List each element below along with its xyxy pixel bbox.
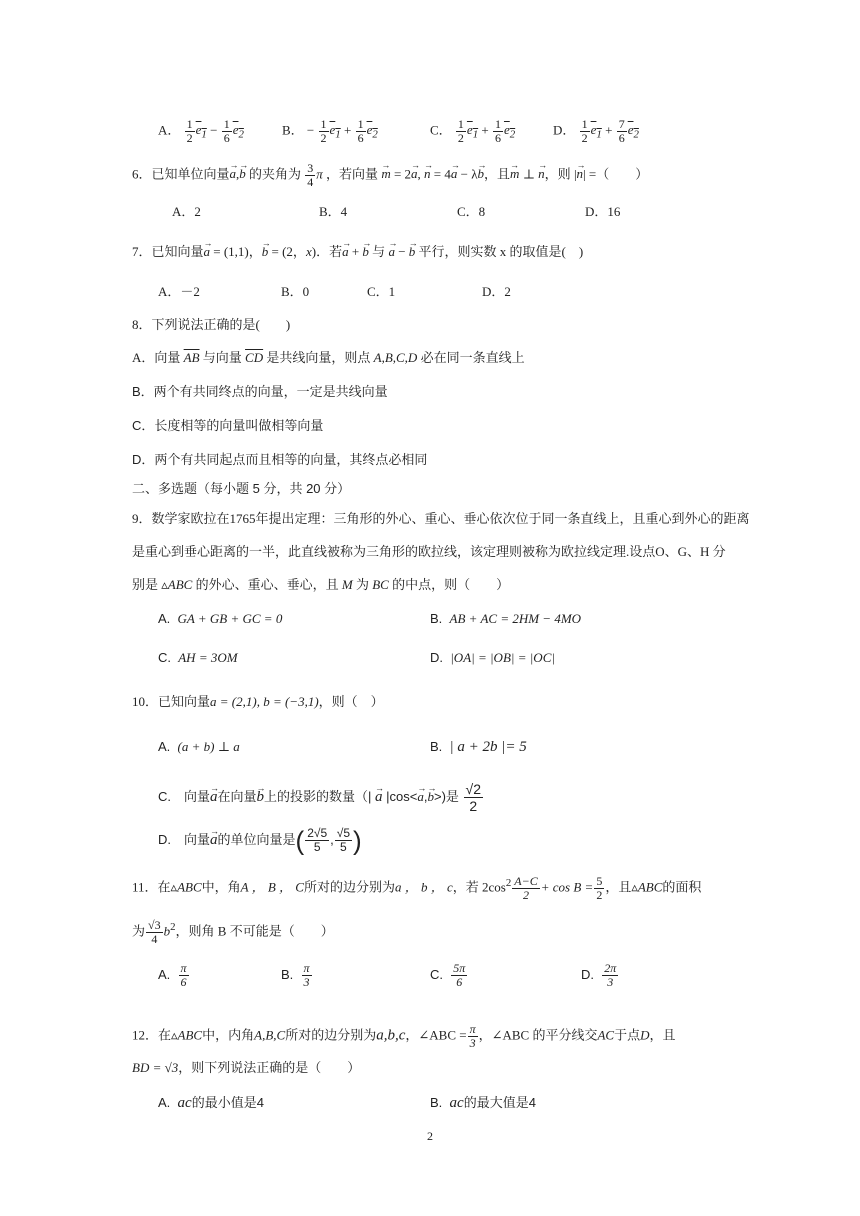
fraction: [617, 118, 627, 145]
q10-option-d: D. 向量→ a的单位向量是( $\frac{2√5}{5}$ , $\frac{√5}{5}$ ): [158, 827, 362, 854]
point-d: D: [640, 1027, 650, 1043]
q5-option-c: C． $\frac{1}{2}$ $e_1$ + $\frac{1}{6}$ $e_2$: [430, 117, 516, 145]
vector-e1: $e_1$: [466, 122, 479, 142]
q10-option-b: [430, 738, 527, 756]
q12-stem: [132, 1023, 676, 1050]
denominator: 2: [320, 131, 327, 145]
fraction: [512, 875, 539, 902]
triangle-name: ABC: [177, 1027, 203, 1043]
fraction: [468, 1023, 478, 1050]
q7-option-c: C．1: [367, 284, 396, 299]
numerator: 1: [357, 117, 364, 131]
numerator: 5: [596, 873, 603, 888]
q7-option-a: A．－2: [158, 284, 200, 299]
q12-line-2: [132, 1059, 360, 1077]
vector-e2: $e_2$: [366, 122, 378, 142]
vector-b: → b: [428, 788, 435, 806]
option-label: C.: [158, 650, 171, 665]
vector-e2: $e_2$: [503, 122, 516, 142]
q12-text: 于点: [614, 1027, 641, 1043]
option-expression: |OA| = |OB| = |OC|: [450, 650, 555, 665]
side-vars: a ， b ， c: [394, 879, 453, 895]
q11-line-2: 为 $\frac{√3}{4}$ $b^2$，则角 B 不可能是（ ）: [132, 917, 334, 946]
q7-option-b: B．0: [281, 284, 310, 299]
option-expression: ac: [449, 1095, 464, 1111]
q8-text: 必在同一条直线上: [420, 350, 525, 365]
option-label: B．: [282, 122, 304, 138]
q6-text: 6．已知单位向量: [132, 166, 230, 182]
vector-a: → a: [342, 243, 349, 261]
q8-text: 与向量: [202, 350, 242, 365]
q10-text: 在向量: [217, 788, 257, 804]
fraction: [335, 827, 352, 854]
option-label: D.: [581, 966, 594, 982]
option-expression: AH = 3OM: [178, 650, 238, 665]
q5-option-d: D． $\frac{1}{2}$ $e_1$ + $\frac{7}{6}$ $e_2$: [553, 117, 639, 145]
option-label: D.: [430, 650, 443, 665]
q11-text: ，则角 B 不可能是（ ）: [175, 923, 334, 939]
fraction: [356, 118, 366, 145]
numerator: 1: [223, 117, 230, 131]
q10-text: C. 向量: [158, 788, 211, 804]
numerator: 1: [457, 117, 464, 131]
numerator: 1: [581, 117, 588, 131]
numerator: 1: [320, 117, 327, 131]
triangle-symbol: ▵: [161, 577, 168, 592]
q12-text: 所对的边分别为: [285, 1027, 377, 1043]
option-expression: ac: [177, 1095, 192, 1111]
vector-e2: $e_2$: [232, 122, 244, 142]
q11-text: 为: [132, 923, 146, 939]
q9-line-3: [132, 576, 509, 594]
vector-a: → a: [230, 165, 237, 183]
numerator: π: [469, 1022, 476, 1036]
q6-answer-paren: =（ ）: [588, 166, 649, 182]
numerator: π: [180, 961, 187, 975]
points: A,B,C,D: [373, 350, 418, 365]
q12-option-a: [158, 1094, 264, 1112]
q10-text: D. 向量: [158, 831, 211, 847]
q8-text: 是共线向量，则点: [266, 350, 371, 365]
vector-a: → a: [411, 165, 418, 183]
segment-ac: AC: [597, 1027, 615, 1043]
option-expression: | a + 2b |= 5: [449, 739, 527, 755]
fraction: [319, 118, 329, 145]
q9-option-a: [158, 610, 282, 628]
q9-text: 为: [355, 577, 369, 592]
option-expression: AB + AC = 2HM − 4MO: [449, 611, 582, 626]
angle-fraction: [305, 162, 315, 189]
q9-line-1: 9．数学家欧拉在1765年提出定理：三角形的外心、重心、垂心依次位于同一条直线上，且重心到外心的距离: [132, 511, 750, 526]
q8-stem: 8．下列说法正确的是( ): [132, 317, 291, 332]
option-label: A.: [158, 611, 171, 626]
q6-text: ，则: [544, 166, 571, 182]
q10-option-c: C. 向量→ a在向量→ b上的投影的数量（| → a |cos<→ a,→ b>)是 $\frac{√2}{2}$: [158, 781, 484, 814]
angle-vars: A ， B ， C: [240, 879, 304, 895]
q11-option-c: [430, 962, 468, 989]
triangle-symbol: ▵: [631, 879, 638, 895]
fraction: [594, 875, 604, 902]
triangle-symbol: ▵: [171, 1027, 178, 1043]
vector-n: → n: [424, 165, 431, 183]
vector-b: → b: [257, 788, 265, 806]
q12-option-b: [430, 1094, 536, 1112]
q9-text: 别是: [132, 577, 159, 592]
triangle-name: ABC: [177, 879, 202, 895]
fraction: [451, 962, 467, 989]
fraction: [302, 962, 312, 989]
q12-text: 中，内角: [202, 1027, 255, 1043]
q7-text: 与: [372, 244, 386, 259]
vector-b: → b: [478, 165, 485, 183]
denominator: 2: [523, 887, 530, 902]
triangle-name: ABC: [637, 879, 663, 895]
q8-option-b: B．两个有共同终点的向量，一定是共线向量: [132, 384, 388, 399]
q11-text: ，若: [452, 879, 479, 895]
vector-a: → a: [388, 243, 395, 261]
q7-option-d: D．2: [482, 284, 511, 299]
q6-option-b: B．4: [319, 204, 348, 219]
vector-a: → a: [451, 165, 458, 183]
option-text: 的最大值是4: [463, 1095, 536, 1110]
denominator: 2: [469, 798, 478, 814]
denominator: 6: [223, 131, 230, 145]
q12-text: ，则下列说法正确的是（ ）: [178, 1060, 361, 1075]
option-label: B.: [430, 739, 443, 754]
fraction: [179, 962, 189, 989]
area-fraction: [146, 919, 163, 946]
denominator: 2: [581, 131, 588, 145]
vector-a: → a: [375, 788, 383, 806]
denominator: 3: [303, 975, 310, 989]
vector-a: → a: [210, 788, 218, 806]
point-m: M: [341, 577, 353, 592]
q5-option-b: B． − $\frac{1}{2}$ $e_1$ + $\frac{1}{6}$ $e_2$: [282, 117, 378, 145]
denominator: 3: [607, 975, 614, 989]
q10-text: |cos<: [386, 788, 418, 804]
vector-b: → b: [362, 243, 369, 261]
numerator: √3: [148, 917, 161, 932]
fraction: [580, 118, 590, 145]
vector-e1: $e_1$: [195, 122, 207, 142]
q8-option-d: D．两个有共同起点而且相等的向量，其终点必相同: [132, 452, 428, 467]
q11-text: ，且: [605, 879, 632, 895]
q9-text: 的外心、重心、垂心，且: [195, 577, 339, 592]
pi-symbol: π: [316, 166, 323, 182]
q9-text: 的中点，则（ ）: [392, 577, 510, 592]
q11-option-d: [581, 962, 619, 989]
q12-text: ，且: [649, 1027, 676, 1043]
q9-line-2: 是重心到垂心距离的一半，此直线被称为三角形的欧拉线，该定理则被称为欧拉线定理.设点O、G、H 分: [132, 544, 726, 559]
q10-text: ，则（ ）: [318, 694, 384, 709]
triangle-symbol: ▵: [170, 879, 178, 895]
page-number: 2: [427, 1129, 433, 1143]
vector-e2: $e_2$: [627, 122, 639, 142]
q11-expression: + cos B =: [540, 879, 594, 895]
q9-option-c: [158, 649, 238, 667]
q8-option-c: C．长度相等的向量叫做相等向量: [132, 418, 324, 433]
denominator: 3: [469, 1036, 476, 1050]
numerator: 2√5: [307, 826, 328, 840]
option-label: D．: [553, 122, 576, 138]
numerator: √2: [465, 781, 482, 797]
projection-fraction: [464, 781, 483, 814]
vector-m: → m: [510, 165, 519, 183]
q7-text: 7．已知向量: [132, 244, 204, 259]
q12-text: ，∠ABC =: [405, 1027, 467, 1043]
vector-n: → n: [538, 165, 545, 183]
q11-text: 中，角: [201, 879, 241, 895]
numerator: 1: [186, 117, 193, 131]
numerator: π: [303, 961, 310, 975]
q7-stem: 7．已知向量→ a = (1,1)，→ b = (2，x)．若→ a + → b 与 → a − → b 平行，则实数 x 的取值是( ): [132, 243, 583, 261]
angle-vars: A,B,C: [254, 1027, 286, 1043]
vector-a: → a: [210, 831, 218, 849]
q10-text: 上的投影的数量（|: [264, 788, 372, 804]
q11-text: 的面积: [662, 879, 702, 895]
q6-option-d: D．16: [585, 204, 621, 219]
q8-option-a: [132, 349, 525, 367]
numerator: 5π: [453, 961, 466, 975]
option-label: B.: [430, 611, 443, 626]
numerator: 1: [494, 117, 501, 131]
numerator: A−C: [514, 873, 538, 888]
q10-stem: [132, 693, 384, 711]
q6-text: ，若向量: [326, 166, 379, 182]
denominator: 4: [151, 931, 158, 946]
option-label: C.: [430, 966, 443, 982]
section-heading: 二、多选题（每小题 5 分，共 20 分）: [132, 481, 351, 496]
option-label: B.: [430, 1095, 443, 1110]
numerator: 3: [307, 161, 314, 175]
fraction: [185, 118, 195, 145]
q10-text: 的单位向量是: [217, 831, 296, 847]
q6-stem: 6．已知单位向量→ a,→ b 的夹角为 $\frac{3}{4}$ π ，若向量 → m = 2→ a, → n = 4→ a − λ→ b，且→ m ⊥ → n，则 |→ n| =（ ）: [132, 162, 648, 189]
option-label: A.: [158, 966, 171, 982]
q12-text: ，∠ABC 的平分线交: [478, 1027, 598, 1043]
q10-option-a: [158, 738, 240, 756]
option-label: A．: [158, 122, 181, 138]
vector-a: → a: [417, 788, 424, 806]
fraction: [602, 962, 618, 989]
q5-option-a: A． $\frac{1}{2}$ $e_1$ − $\frac{1}{6}$ $e_2$: [158, 117, 244, 145]
q7-text: ．若: [316, 244, 343, 259]
q6-option-c: C．8: [457, 204, 486, 219]
q11-option-b: [281, 962, 313, 989]
segment-bc: BC: [372, 577, 389, 592]
vector-m: → m: [381, 165, 390, 183]
fraction: [305, 827, 329, 854]
q11-text: 11．在: [132, 879, 171, 895]
numerator: √5: [336, 826, 351, 840]
fraction: [456, 118, 466, 145]
denominator: 6: [357, 131, 364, 145]
triangle-name: ABC: [167, 577, 193, 592]
vector-n: → n: [577, 165, 584, 183]
vector-e1: $e_1$: [329, 122, 341, 142]
q11-stem: 11．在▵ABC中，角A ， B ， C所对的边分别为a ， b ， c，若 $2\cos^2$ $\frac{A-C}{2}$ + cos B = $\frac{5}{2}$ ，且▵ABC的面积: [132, 873, 702, 902]
q12-text: 12．在: [132, 1027, 172, 1043]
denominator: 5: [340, 840, 347, 854]
q11-text: 所对的边分别为: [303, 879, 395, 895]
fraction: [493, 118, 503, 145]
option-label: B.: [281, 966, 294, 982]
q9-option-d: [430, 649, 555, 667]
vector-e1: $e_1$: [590, 122, 602, 142]
option-expression: (a + b) ⊥ a: [177, 739, 240, 754]
q10-expression: a = (2,1), b = (−3,1): [210, 694, 319, 709]
q6-text: ，且: [484, 166, 511, 182]
denominator: 2: [186, 131, 193, 145]
option-expression: GA + GB + GC = 0: [177, 611, 283, 626]
q6-option-a: A．2: [172, 204, 201, 219]
vector-cd: $\overline{CD}$: [245, 350, 264, 365]
vector-b: → b: [262, 243, 269, 261]
denominator: 5: [313, 840, 321, 854]
q10-text: >)是: [434, 788, 459, 804]
denominator: 6: [180, 975, 187, 989]
option-label: A.: [158, 739, 171, 754]
denominator: 2: [457, 131, 464, 145]
option-label: C．: [430, 122, 452, 138]
vector-b: → b: [239, 165, 246, 183]
option-label: A.: [158, 1095, 171, 1110]
denominator: 4: [307, 175, 314, 189]
numerator: 2π: [604, 961, 617, 975]
q11-option-a: [158, 962, 190, 989]
denominator: 6: [618, 131, 625, 145]
vector-ab: $\overline{AB}$: [183, 350, 200, 365]
q6-text: 的夹角为: [249, 166, 302, 182]
vector-b: → b: [409, 243, 416, 261]
vector-a: → a: [204, 243, 211, 261]
fraction: [222, 118, 232, 145]
option-text: 的最小值是4: [191, 1095, 264, 1110]
denominator: 6: [494, 131, 501, 145]
numerator: 7: [618, 117, 625, 131]
denominator: 2: [596, 887, 603, 902]
q10-text: 10．已知向量: [132, 694, 211, 709]
q9-option-b: [430, 610, 581, 628]
denominator: 6: [456, 975, 463, 989]
q7-text: 平行，则实数 x 的取值是( ): [418, 244, 584, 259]
side-vars: a,b,c: [376, 1027, 406, 1044]
q8-text: A．向量: [132, 350, 181, 365]
q12-expression: BD = √3: [132, 1060, 179, 1075]
